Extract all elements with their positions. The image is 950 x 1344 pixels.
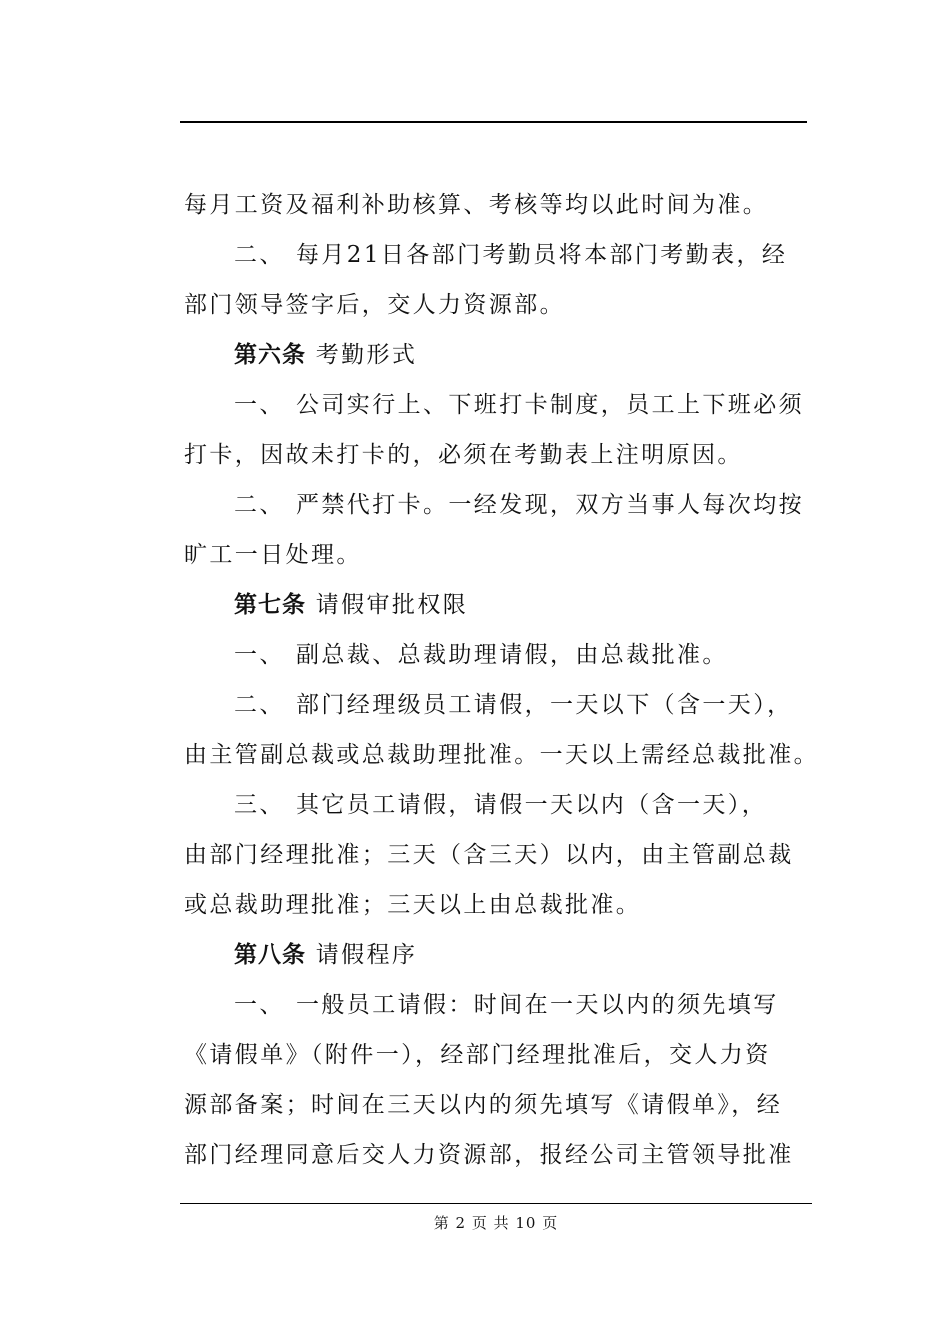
clause-line: [184, 380, 806, 430]
article-title: 请假审批权限: [315, 592, 469, 618]
clause-number: 二、: [234, 692, 285, 718]
clause-number: 一、: [234, 642, 285, 668]
clause-number: 一、: [234, 392, 285, 418]
clause-text: 其它员工请假，请假一天以内（含一天），: [296, 792, 768, 818]
clause-number: 一、: [234, 992, 285, 1018]
article-number: 第六条: [234, 341, 306, 368]
header-rule: [180, 121, 807, 123]
clause-number: 二、: [234, 492, 285, 518]
body-line: 部门经理同意后交人力资源部，报经公司主管领导批准: [184, 1142, 794, 1168]
body-line: 部门领导签字后，交人力资源部。: [184, 292, 565, 318]
clause-text: 每月21日各部门考勤员将本部门考勤表，经: [296, 242, 788, 268]
article-title: 请假程序: [315, 942, 418, 968]
clause-line: [184, 680, 806, 730]
clause-text: 副总裁、总裁助理请假，由总裁批准。: [296, 642, 728, 668]
article-heading: [184, 580, 806, 630]
body-line: 每月工资及福利补助核算、考核等均以此时间为准。: [184, 192, 769, 218]
clause-text: 公司实行上、下班打卡制度，员工上下班必须: [296, 392, 804, 418]
footer-rule: [180, 1203, 812, 1204]
body-line: 源部备案；时间在三天以内的须先填写《请假单》，经: [184, 1092, 783, 1118]
clause-text: 严禁代打卡。一经发现，双方当事人每次均按: [296, 492, 804, 518]
clause-line: [184, 980, 806, 1030]
body-line: 打卡，因故未打卡的，必须在考勤表上注明原因。: [184, 442, 743, 468]
clause-text: 一般员工请假：时间在一天以内的须先填写: [296, 992, 779, 1018]
article-heading: [184, 330, 806, 380]
page-number: 第 2 页 共 10 页: [433, 1214, 559, 1232]
article-number: 第八条: [234, 941, 306, 968]
article-title: 考勤形式: [315, 342, 418, 368]
clause-line: [184, 630, 806, 680]
clause-text: 部门经理级员工请假，一天以下（含一天），: [296, 692, 793, 718]
article-number: 第七条: [234, 591, 306, 618]
document-body: [184, 180, 819, 1180]
article-heading: [184, 930, 806, 980]
clause-line: [184, 480, 806, 530]
body-line: 由主管副总裁或总裁助理批准。一天以上需经总裁批准。: [184, 742, 819, 768]
body-line: 由部门经理批准；三天（含三天）以内，由主管副总裁: [184, 842, 794, 868]
clause-number: 三、: [234, 792, 285, 818]
body-line: 或总裁助理批准；三天以上由总裁批准。: [184, 892, 642, 918]
body-line: 《请假单》（附件一），经部门经理批准后，交人力资: [184, 1042, 771, 1068]
clause-line: [184, 780, 806, 830]
body-line: 旷工一日处理。: [184, 542, 362, 568]
clause-line: [184, 230, 806, 280]
clause-number: 二、: [234, 242, 285, 268]
